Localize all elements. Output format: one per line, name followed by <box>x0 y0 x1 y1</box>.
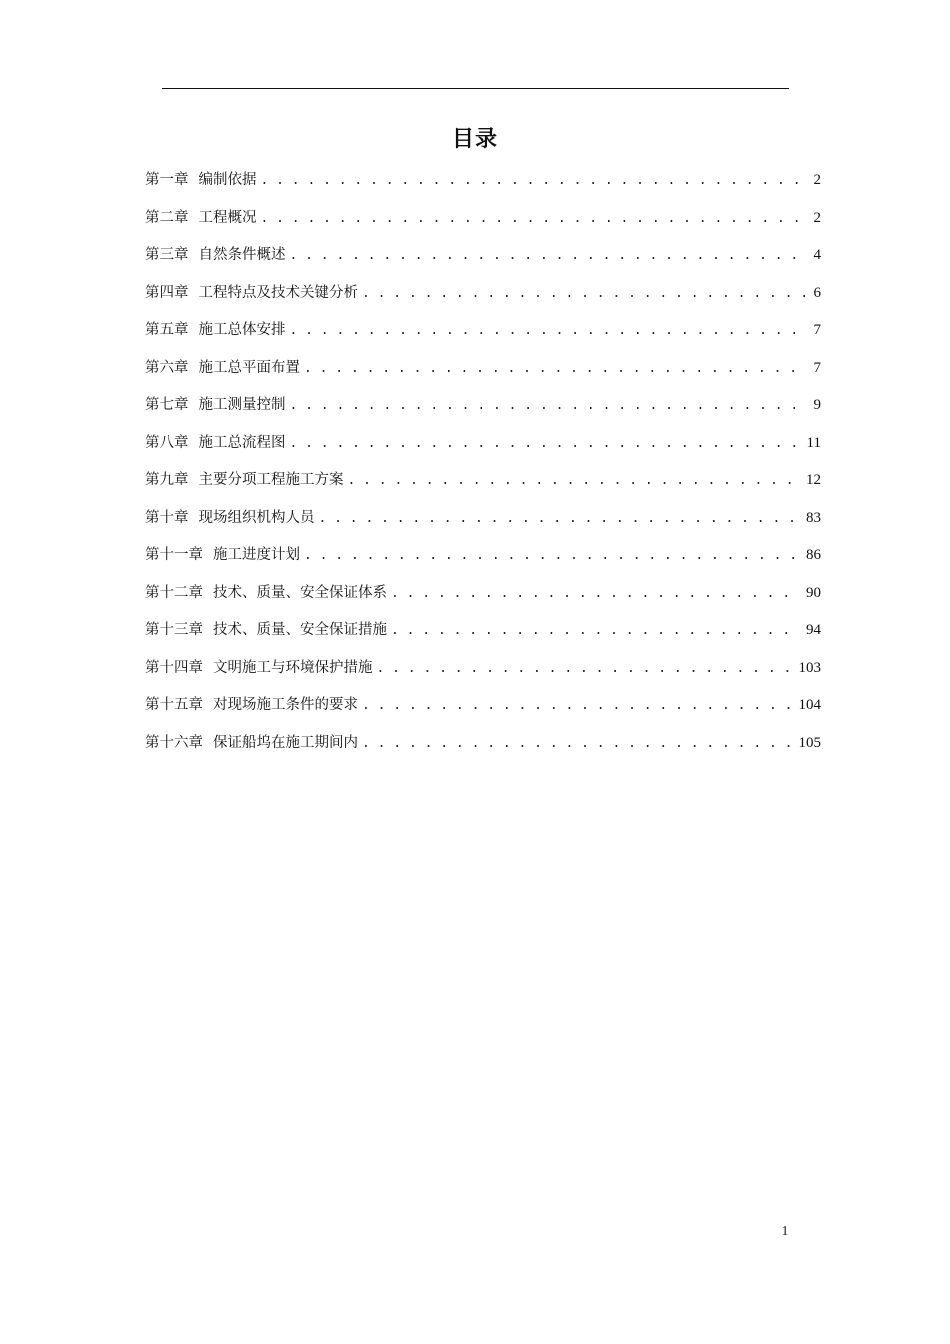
toc-dot-leader <box>362 282 808 306</box>
toc-dot-leader <box>391 582 800 606</box>
toc-page-number: 9 <box>813 397 821 413</box>
toc-dot-leader <box>290 432 801 456</box>
toc-page-number: 103 <box>798 659 821 676</box>
toc-page-number: 7 <box>813 322 821 338</box>
toc-chapter-name: 工程概况 <box>198 209 257 226</box>
toc-chapter-name: 施工总体安排 <box>198 322 286 338</box>
toc-page-number: 4 <box>813 247 821 263</box>
toc-entry[interactable] <box>145 206 821 244</box>
toc-chapter: 第五章 <box>145 322 189 338</box>
toc-chapter: 第十章 <box>145 509 189 526</box>
toc-chapter-name: 技术、质量、安全保证体系 <box>213 584 387 601</box>
toc-chapter-name: 自然条件概述 <box>198 247 286 263</box>
toc-dot-leader <box>290 244 808 268</box>
toc-chapter: 第十三章 <box>145 622 203 638</box>
toc-page-number: 12 <box>806 472 821 488</box>
toc-chapter: 第一章 <box>145 172 189 188</box>
toc-page-number: 94 <box>806 622 821 638</box>
toc-page-number: 2 <box>813 209 821 226</box>
toc-entry[interactable] <box>145 168 821 206</box>
toc-chapter-name: 对现场施工条件的要求 <box>213 697 358 713</box>
toc-chapter: 第十六章 <box>145 734 203 751</box>
toc-page-number: 83 <box>806 509 821 526</box>
toc-entry[interactable] <box>145 243 821 281</box>
toc-entry[interactable] <box>145 356 821 394</box>
toc-chapter: 第十五章 <box>145 697 203 713</box>
toc-entry[interactable] <box>145 656 821 694</box>
toc-chapter: 第三章 <box>145 247 189 263</box>
toc-dot-leader <box>304 544 800 568</box>
toc-page-number: 105 <box>798 734 821 751</box>
toc-list <box>145 168 821 768</box>
toc-chapter: 第十四章 <box>145 659 203 676</box>
toc-chapter: 第四章 <box>145 284 189 301</box>
toc-page-number: 6 <box>813 284 821 301</box>
toc-entry[interactable] <box>145 693 821 731</box>
toc-chapter-name: 编制依据 <box>198 172 257 188</box>
toc-dot-leader <box>290 394 808 418</box>
toc-chapter: 第二章 <box>145 209 189 226</box>
footer-page-number: 1 <box>781 1224 789 1239</box>
toc-entry[interactable] <box>145 281 821 319</box>
toc-chapter-name: 施工总平面布置 <box>198 359 300 376</box>
toc-chapter-name: 施工进度计划 <box>213 547 300 563</box>
toc-dot-leader <box>261 207 808 231</box>
toc-chapter-name: 工程特点及技术关键分析 <box>198 284 358 301</box>
toc-dot-leader <box>362 732 793 756</box>
toc-chapter-name: 现场组织机构人员 <box>198 509 315 526</box>
toc-chapter-name: 保证船坞在施工期间内 <box>213 734 358 751</box>
toc-chapter: 第十一章 <box>145 547 203 563</box>
toc-entry[interactable] <box>145 543 821 581</box>
toc-dot-leader <box>319 507 801 531</box>
toc-chapter-name: 文明施工与环境保护措施 <box>213 659 373 676</box>
toc-page-number: 104 <box>798 697 821 713</box>
toc-entry[interactable] <box>145 581 821 619</box>
toc-entry[interactable] <box>145 618 821 656</box>
header-rule <box>162 88 789 89</box>
toc-chapter-name: 主要分项工程施工方案 <box>198 472 344 488</box>
toc-chapter-name: 技术、质量、安全保证措施 <box>213 622 387 638</box>
toc-chapter: 第六章 <box>145 359 189 376</box>
toc-dot-leader <box>391 619 800 643</box>
toc-chapter-name: 施工测量控制 <box>198 397 286 413</box>
toc-chapter: 第八章 <box>145 434 189 451</box>
toc-chapter: 第七章 <box>145 397 189 413</box>
toc-chapter-name: 施工总流程图 <box>198 434 286 451</box>
toc-dot-leader <box>377 657 793 681</box>
toc-dot-leader <box>290 319 808 343</box>
toc-page-number: 86 <box>806 547 821 563</box>
toc-chapter: 第十二章 <box>145 584 203 601</box>
toc-page-number: 90 <box>806 584 821 601</box>
toc-entry[interactable] <box>145 431 821 469</box>
toc-dot-leader <box>348 469 801 493</box>
toc-entry[interactable] <box>145 506 821 544</box>
toc-entry[interactable] <box>145 468 821 506</box>
toc-dot-leader <box>362 694 793 718</box>
toc-dot-leader <box>261 169 808 193</box>
toc-page-number: 7 <box>813 359 821 376</box>
toc-page-number: 11 <box>806 434 821 451</box>
toc-chapter: 第九章 <box>145 472 189 488</box>
toc-title: 目录 <box>451 127 498 152</box>
toc-entry[interactable] <box>145 318 821 356</box>
toc-entry[interactable] <box>145 393 821 431</box>
toc-entry[interactable] <box>145 731 821 769</box>
toc-dot-leader <box>304 357 808 381</box>
toc-page-number: 2 <box>813 172 821 188</box>
